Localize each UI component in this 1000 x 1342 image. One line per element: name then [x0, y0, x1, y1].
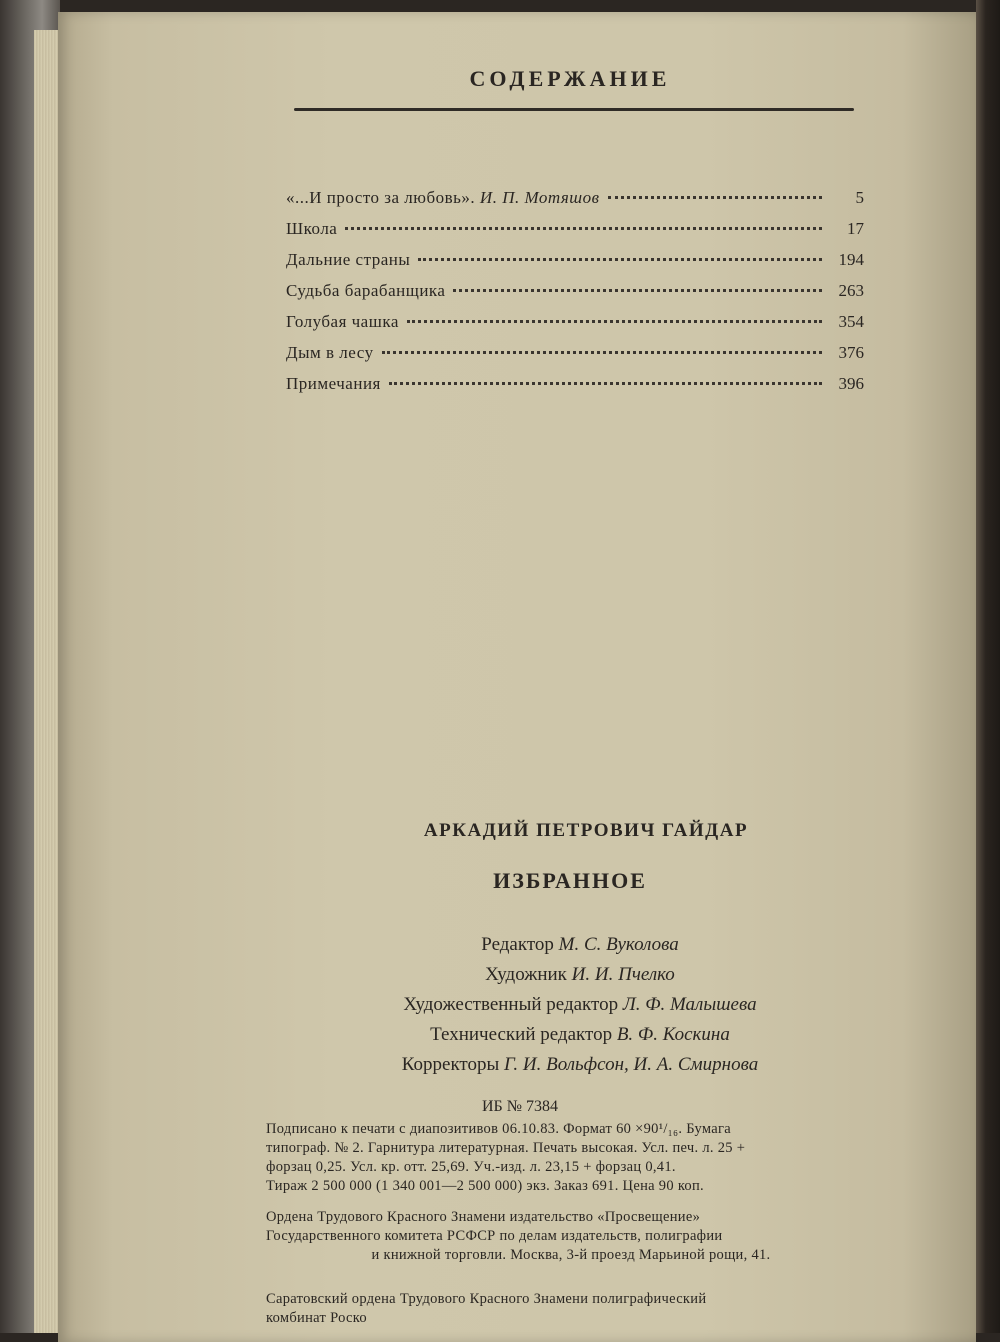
- credit-name: Г. И. Вольфсон, И. А. Смирнова: [504, 1054, 759, 1075]
- toc-entry-page: 194: [838, 250, 864, 269]
- leader-dots: [608, 195, 823, 199]
- toc-entry: [286, 219, 864, 250]
- toc-entry-title: Примечания: [286, 374, 381, 393]
- publisher-details: [266, 1208, 876, 1265]
- ib-number: ИБ № 7384: [481, 1098, 558, 1115]
- credit-role: Корректоры: [401, 1054, 500, 1075]
- toc-entry-page: 263: [838, 281, 864, 300]
- table-of-contents: [286, 188, 864, 405]
- credit-line: [340, 930, 820, 960]
- leader-dots: [345, 226, 822, 230]
- leader-dots: [453, 288, 822, 292]
- heading-rule: [294, 108, 854, 111]
- toc-entry-page: 396: [838, 374, 864, 393]
- credit-role: Редактор: [481, 934, 554, 955]
- book-spine: [976, 0, 1000, 1333]
- toc-entry-author: И. П. Мотяшов: [479, 188, 600, 207]
- credit-name: В. Ф. Коскина: [616, 1024, 730, 1045]
- toc-entry: [286, 281, 864, 312]
- publisher-line: и книжной торговли. Москва, 3-й проезд Марьиной рощи, 41.: [371, 1247, 771, 1263]
- print-line: Подписано к печати с диапозитивов 06.10.83. Формат 60 ×90¹/₁₆. Бумага: [266, 1121, 731, 1137]
- print-line: форзац 0,25. Усл. кр. отт. 25,69. Уч.-изд. л. 23,15 + форзац 0,41.: [266, 1159, 676, 1175]
- publisher-line: Ордена Трудового Красного Знамени издательство «Просвещение»: [266, 1209, 701, 1225]
- print-line: типограф. № 2. Гарнитура литературная. Печать высокая. Усл. печ. л. 25 +: [266, 1140, 746, 1156]
- leader-dots: [418, 257, 822, 261]
- toc-entry-title: Судьба барабанщика: [286, 281, 446, 300]
- toc-entry: [286, 343, 864, 374]
- toc-entry-page: 5: [855, 188, 864, 207]
- credit-role: Художник: [485, 964, 567, 985]
- toc-entry: [286, 312, 864, 343]
- toc-entry: [286, 250, 864, 281]
- print-line: Тираж 2 500 000 (1 340 001—2 500 000) экз. Заказ 691. Цена 90 коп.: [266, 1178, 704, 1194]
- publisher-line: Государственного комитета РСФСР по делам издательств, полиграфии: [266, 1228, 723, 1244]
- credit-line: [340, 990, 820, 1020]
- print-details: [266, 1120, 876, 1196]
- toc-entry-title: Дым в лесу: [286, 343, 374, 362]
- toc-entry-title: Школа: [286, 219, 338, 238]
- toc-entry-page: 17: [847, 219, 864, 238]
- toc-entry-page: 376: [838, 343, 864, 362]
- credit-line: [340, 1020, 820, 1050]
- toc-heading: СОДЕРЖАНИЕ: [469, 66, 671, 91]
- toc-entry: [286, 374, 864, 405]
- credit-name: Л. Ф. Малышева: [622, 994, 757, 1015]
- credit-name: И. И. Пчелко: [571, 964, 675, 985]
- leader-dots: [382, 350, 822, 354]
- toc-entry-page: 354: [838, 312, 864, 331]
- printer-line: комбинат Роско: [266, 1310, 367, 1326]
- printer-details: [266, 1290, 876, 1328]
- leader-dots: [389, 381, 822, 385]
- credit-line: [340, 960, 820, 990]
- credits-block: [340, 930, 820, 1080]
- credit-name: М. С. Вуколова: [558, 934, 679, 955]
- printer-line: Саратовский ордена Трудового Красного Знамени полиграфический: [266, 1291, 707, 1307]
- credit-line: [340, 1050, 820, 1080]
- book-title: ИЗБРАННОЕ: [493, 868, 647, 893]
- toc-entry: [286, 188, 864, 219]
- book-author: АРКАДИЙ ПЕТРОВИЧ ГАЙДАР: [423, 820, 749, 841]
- leader-dots: [407, 319, 822, 323]
- credit-role: Художественный редактор: [403, 994, 619, 1015]
- credit-role: Технический редактор: [430, 1024, 613, 1045]
- toc-entry-title: «...И просто за любовь».: [286, 188, 476, 207]
- toc-entry-title: Голубая чашка: [286, 312, 399, 331]
- toc-entry-title: Дальние страны: [286, 250, 411, 269]
